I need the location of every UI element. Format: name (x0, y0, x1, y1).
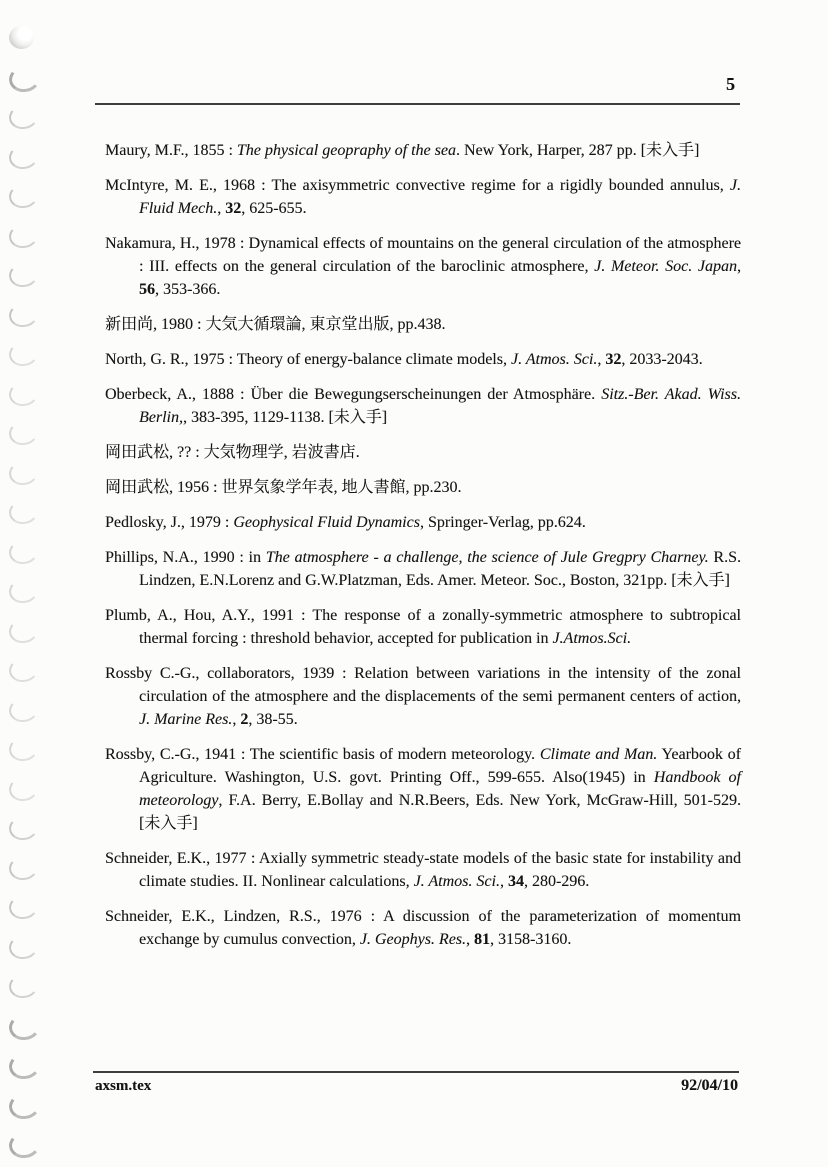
binding-mark (7, 340, 39, 368)
binding-mark (7, 577, 39, 605)
binding-mark (7, 182, 39, 210)
reference-entry: Schneider, E.K., Lindzen, R.S., 1976 : A discussion of the parameterization of momentum exchange by cumulus convection, J. Geophys. Res., 81, 3158-3160. (105, 908, 741, 948)
binding-mark (7, 854, 39, 882)
binding-mark (7, 459, 39, 487)
reference-entry: 岡田武松, 1956 : 世界気象学年表, 地人書館, pp.230. (105, 479, 462, 496)
binding-mark (7, 222, 39, 250)
binding-mark (7, 143, 39, 171)
footer-rule (93, 1071, 739, 1073)
reference-entry: North, G. R., 1975 : Theory of energy-balance climate models, J. Atmos. Sci., 32, 2033-2043. (105, 351, 703, 368)
footer-date: 92/04/10 (681, 1077, 738, 1094)
binding-mark (7, 1090, 41, 1120)
binding-mark (9, 26, 34, 49)
binding-mark (7, 617, 39, 645)
reference-entry: Nakamura, H., 1978 : Dynamical effects of mountains on the general circulation of the atmosphere : III. effects on the general circulation of the baroclinic atmosphere, J. Meteor. Soc. Japan, 56, 353-366. (105, 235, 742, 298)
binding-mark (7, 775, 39, 803)
binding-mark (7, 103, 39, 131)
binding-mark (7, 656, 39, 684)
footer-filename: axsm.tex (95, 1078, 152, 1094)
reference-entry: 岡田武松, ?? : 大気物理学, 岩波書店. (105, 444, 360, 461)
reference-entry: McIntyre, M. E., 1968 : The axisymmetric convective regime for a rigidly bounded annulus, J. Fluid Mech., 32, 625-655. (105, 177, 741, 217)
header-rule (95, 103, 740, 105)
binding-mark (7, 893, 39, 921)
binding-mark (7, 972, 39, 1000)
reference-entry: 新田尚, 1980 : 大気大循環論, 東京堂出版, pp.438. (105, 316, 446, 333)
reference-entry: Schneider, E.K., 1977 : Axially symmetric steady-state models of the basic state for instability and climate studies. II. Nonlinear calculations, J. Atmos. Sci., 34, 280-296. (105, 850, 741, 890)
reference-entry: Phillips, N.A., 1990 : in The atmosphere - a challenge, the science of Jule Gregpry Charney. R.S. Lindzen, E.N.Lorenz and G.W.Platzman, Eds. Amer. Meteor. Soc., Boston, 321pp. [未入手] (105, 549, 741, 589)
reference-entry: Maury, M.F., 1855 : The physical geopraphy of the sea. New York, Harper, 287 pp. [未入手] (105, 142, 700, 159)
reference-list (105, 139, 741, 963)
binding-mark (7, 1130, 41, 1160)
binding-mark (7, 1011, 41, 1041)
reference-entry: Pedlosky, J., 1979 : Geophysical Fluid Dynamics, Springer-Verlag, pp.624. (105, 514, 586, 531)
binding-mark (7, 735, 39, 763)
reference-entry: Oberbeck, A., 1888 : Über die Bewegungserscheinungen der Atmosphäre. Sitz.-Ber. Akad. Wiss. Berlin,, 383-395, 1129-1138. [未入手] (105, 386, 742, 426)
binding-mark (7, 933, 39, 961)
binding-mark (7, 1051, 41, 1081)
binding-mark (7, 696, 39, 724)
binding-mark (7, 538, 39, 566)
reference-entry: Plumb, A., Hou, A.Y., 1991 : The response of a zonally-symmetric atmosphere to subtropical thermal forcing : threshold behavior, accepted for publication in J.Atmos.Sci. (105, 607, 741, 647)
binding-mark (7, 814, 39, 842)
reference-entry: Rossby C.-G., collaborators, 1939 : Relation between variations in the intensity of the zonal circulation of the atmosphere and the displacements of the semi permanent centers of action, J. Marine Res., 2, 38-55. (105, 665, 741, 728)
binding-mark (7, 261, 39, 289)
binding-mark (7, 63, 41, 93)
reference-entry: Rossby, C.-G., 1941 : The scientific basis of modern meteorology. Climate and Man. Yearbook of Agriculture. Washington, U.S. govt. Printing Off., 599-655. Also(1945) in Handbook of meteorology, F.A. Berry, E.Bollay and N.R.Beers, Eds. New York, McGraw-Hill, 501-529. [未入手] (105, 746, 742, 832)
page-number: 5 (726, 74, 735, 94)
binding-mark (7, 419, 39, 447)
spiral-binding-marks (0, 0, 60, 1167)
binding-mark (7, 301, 39, 329)
binding-mark (7, 498, 39, 526)
binding-mark (7, 380, 39, 408)
page-footer (95, 1077, 738, 1095)
